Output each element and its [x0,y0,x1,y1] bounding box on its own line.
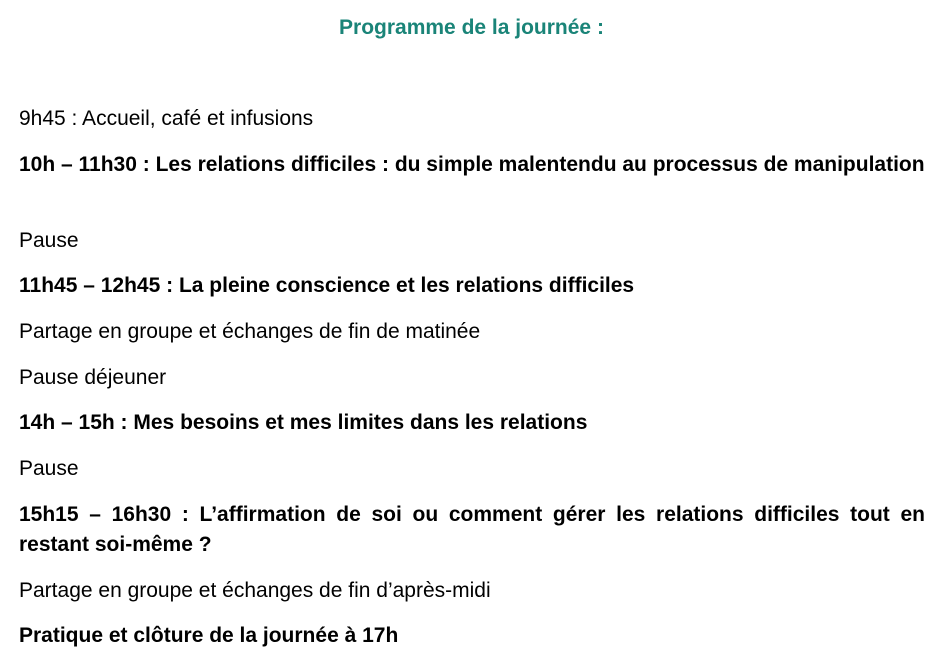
schedule-item-afternoon-sharing: Partage en groupe et échanges de fin d’après-midi [19,579,491,602]
schedule-item-break-1: Pause [19,229,79,252]
schedule-item-session-1: 10h – 11h30 : Les relations difficiles : du simple malentendu au processus de manipulation [19,153,925,176]
schedule-item-break-2: Pause [19,457,79,480]
schedule-item-welcome: 9h45 : Accueil, café et infusions [19,107,314,130]
schedule-item-closing: Pratique et clôture de la journée à 17h [19,624,399,647]
schedule-item-lunch-break: Pause déjeuner [19,366,167,389]
schedule-item-session-2: 11h45 – 12h45 : La pleine conscience et les relations difficiles [19,274,635,297]
schedule-item-morning-sharing: Partage en groupe et échanges de fin de matinée [19,320,481,343]
schedule-item-session-4: 15h15 – 16h30 : L’affirmation de soi ou comment gérer les relations difficiles tout en restant soi-même ? [19,503,925,556]
page-title: Programme de la journée : [339,16,604,39]
schedule-item-session-3: 14h – 15h : Mes besoins et mes limites dans les relations [19,411,588,434]
